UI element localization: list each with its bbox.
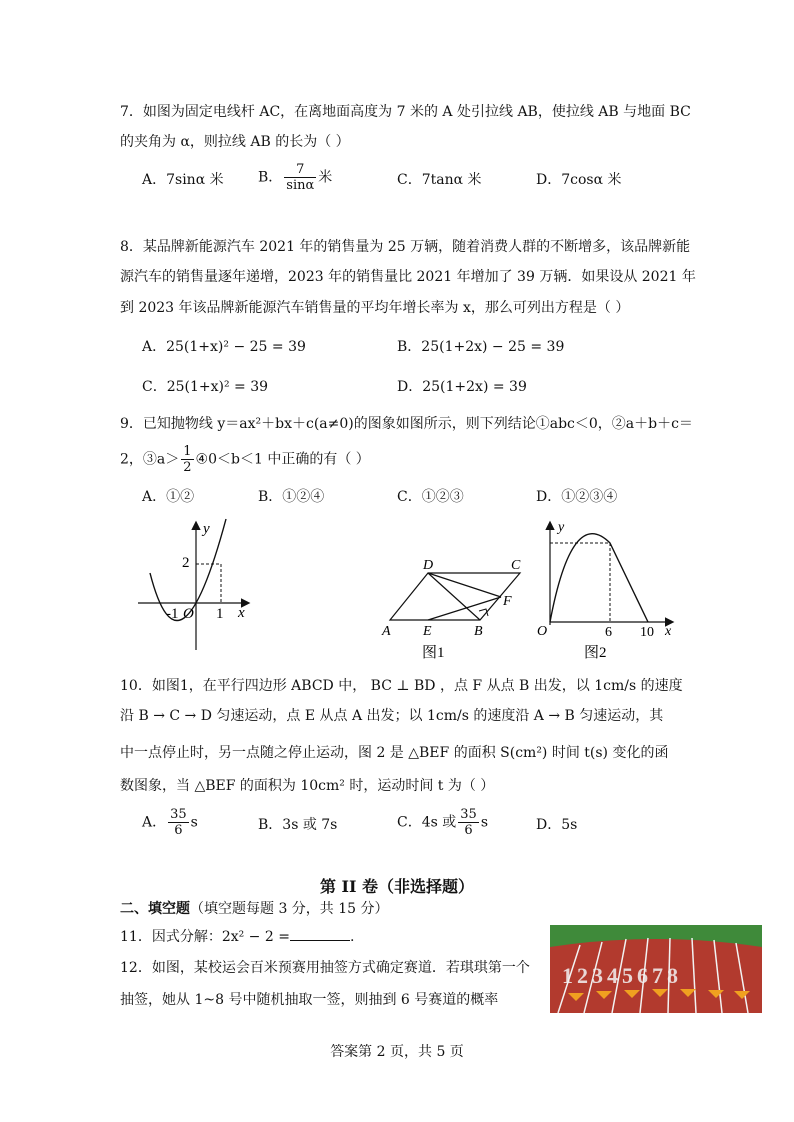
q7-line2: 的夹角为 α，则拉线 AB 的长为（ ） [120,134,350,150]
q9-option-a: A．①② [142,489,195,505]
q10-option-b: B．3s 或 7s [258,817,338,833]
q7-option-b-prefix: B． [258,169,283,186]
fig2-tick-6: 6 [605,625,612,640]
fig1-label-e: E [423,624,432,639]
q12-line1: 12．如图，某校运会百米预赛用抽签方式确定赛道．若琪琪第一个 [120,960,530,976]
q8-line2: 源汽车的销售量逐年递增，2023 年的销售量比 2021 年增加了 39 万辆．如果设从 2021 年 [120,269,696,285]
fig1-label-b: B [474,624,483,639]
fig1-caption: 图1 [422,645,445,661]
q8-line1: 8．某品牌新能源汽车 2021 年的销售量为 25 万辆，随着消费人群的不断增多，该品牌新能 [120,239,691,255]
fig2-curve [550,534,648,622]
fig2-caption: 图2 [584,645,607,661]
page-footer: 答案第 2 页，共 5 页 [330,1044,464,1060]
q11-answer-blank[interactable] [290,926,350,941]
q10-option-c-suffix: s [480,814,488,831]
q10-option-a-prefix: A． [142,814,167,831]
q7-option-b-den: sinα [286,178,315,193]
q7-option-b-suffix: 米 [318,169,333,186]
fig2-x-label: x [665,624,672,639]
q7-option-c: C．7tanα 米 [397,172,482,188]
fig1-diagonal-bd [428,573,480,620]
section2-subtitle-bold: 二、填空题 [120,901,190,917]
q9-option-d: D．①②③④ [536,489,618,505]
q7-option-b-fraction [284,162,316,193]
q10-line3: 中一点停止时，另一点随之停止运动，图 2 是 △BEF 的面积 S(cm²) 时间 t(s) 变化的函 [120,745,669,761]
q10-option-c-num: 35 [460,807,477,822]
q9-tick-neg1: -1 [166,606,179,622]
q9-origin: O [183,606,194,622]
q9-parabola-graph [130,515,260,655]
q10-line4: 数图象，当 △BEF 的面积为 10cm² 时，运动时间 t 为（ ） [120,778,495,794]
q9-half-fraction [181,444,193,475]
figure1-parallelogram [380,555,530,665]
fig2-y-label: y [558,520,565,535]
q9-line2-start: 2，③a＞ [120,451,180,468]
q10-option-a-suffix: s [190,814,198,831]
q7-line1: 7．如图为固定电线杆 AC，在离地面高度为 7 米的 A 处引拉线 AB，使拉线 AB 与地面 BC [120,104,691,120]
q8-option-c: C．25(1+x)² = 39 [142,379,269,395]
fig1-segment-df [428,573,501,597]
q9-line2 [120,444,370,475]
fig1-label-a: A [382,624,391,639]
q10-line1: 10．如图1，在平行四边形 ABCD 中， BC ⊥ BD ，点 F 从点 B 出发，以 1cm/s 的速度 [120,678,683,694]
q9-option-b: B．①②④ [258,489,325,505]
q10-option-c [397,807,488,838]
q9-half-den: 2 [183,460,192,475]
figure2-function-graph [532,515,680,665]
q8-option-d: D．25(1+2x) = 39 [397,379,527,395]
q11-end: . [349,929,355,945]
fig1-right-angle-mark [479,609,488,616]
q9-option-c: C．①②③ [397,489,464,505]
q9-half-num: 1 [183,444,192,459]
q9-x-label: x [238,605,245,621]
q9-tick-1: 1 [216,606,224,622]
fig1-label-d: D [423,558,434,573]
q10-line2: 沿 B → C → D 匀速运动，点 E 从点 A 出发；以 1cm/s 的速度沿 A → B 匀速运动，其 [120,708,664,724]
fig2-origin: O [537,624,548,639]
q7-option-a: A．7sinα 米 [142,172,224,188]
q9-tick-2: 2 [182,555,190,571]
q7-option-d: D．7cosα 米 [536,172,622,188]
q10-option-a [142,807,198,838]
running-track-photo [550,925,762,1013]
track-lane-numbers: 12345678 [562,963,682,988]
section2-subtitle-rest: （填空题每题 3 分，共 15 分） [190,901,389,917]
fig2-tick-10: 10 [640,625,654,640]
q10-option-d: D．5s [536,817,578,833]
q9-y-label: y [203,521,210,537]
q10-option-a-num: 35 [170,807,187,822]
fig1-label-f: F [503,594,512,609]
q9-line1: 9．已知抛物线 y＝ax²＋bx＋c(a≠0)的图象如图所示，则下列结论①abc＜0，②a＋b＋c＝ [120,416,693,432]
q10-option-c-fraction [458,807,479,838]
q10-option-c-den: 6 [464,823,473,838]
q10-option-a-den: 6 [174,823,183,838]
section2-title: 第 II 卷（非选择题） [319,877,475,896]
q8-option-b: B．25(1+2x) − 25 = 39 [397,339,565,355]
q11-line [120,926,354,947]
fig1-label-c: C [511,558,521,573]
q8-option-a: A．25(1+x)² − 25 = 39 [142,339,306,355]
q12-line2: 抽签，她从 1~8 号中随机抽取一签，则抽到 6 号赛道的概率 [120,992,499,1008]
q10-option-a-fraction [168,807,189,838]
section2-subtitle [120,899,389,919]
q7-option-b-num: 7 [284,162,316,178]
q8-line3: 到 2023 年该品牌新能源汽车销售量的平均年增长率为 x，那么可列出方程是（ ） [120,300,630,316]
q7-option-b [258,162,332,193]
q9-line2-end: ④0＜b＜1 中正确的有（ ） [195,451,370,468]
q10-option-c-prefix: C．4s 或 [397,814,457,831]
q11-text: 11．因式分解：2x² − 2 = [120,929,290,945]
